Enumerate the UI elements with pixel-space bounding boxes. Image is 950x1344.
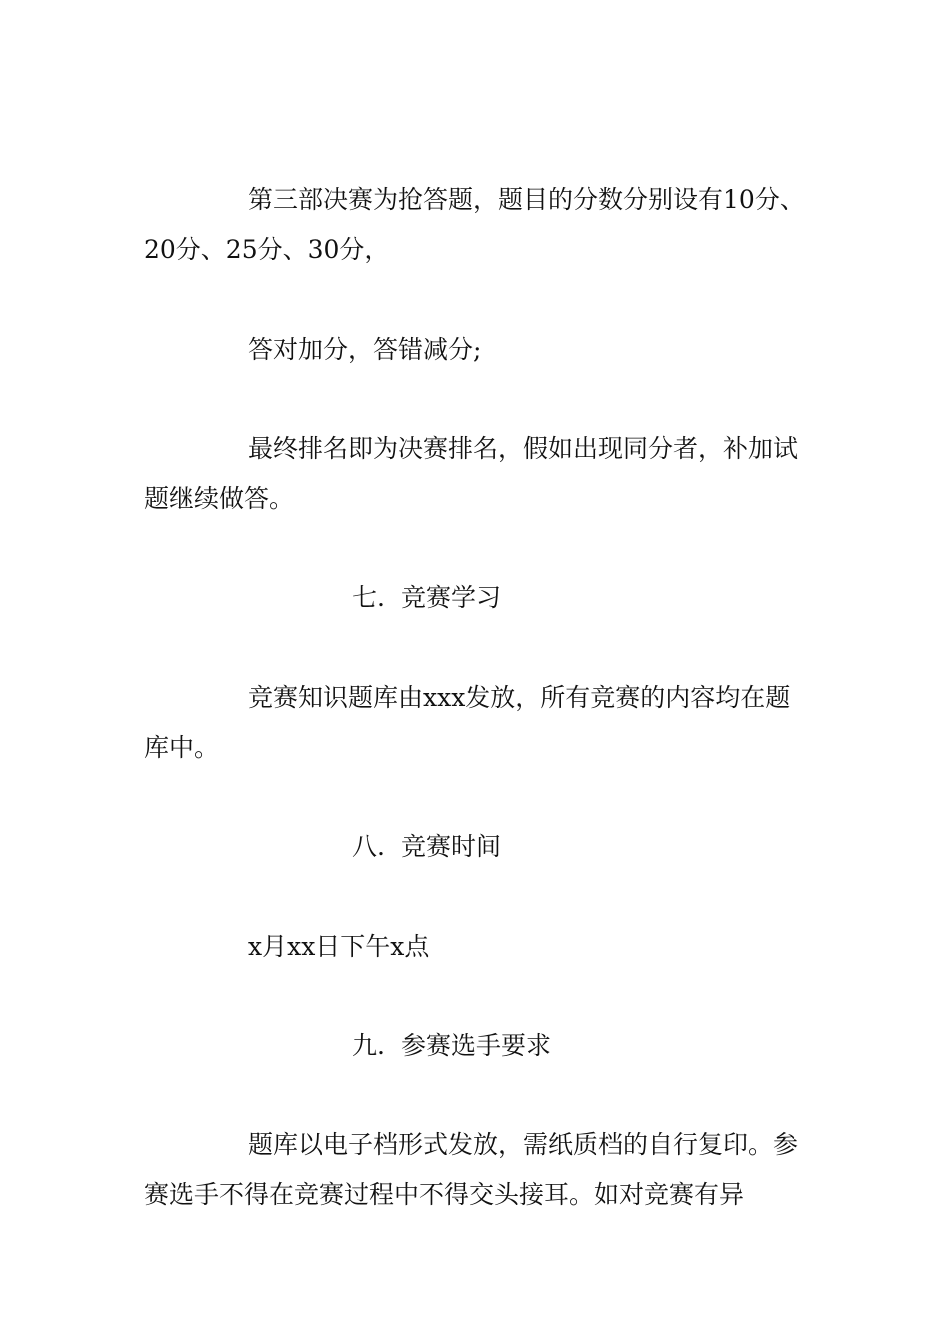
section-9-number: 九. (352, 1031, 385, 1060)
section-7-number: 七. (352, 583, 385, 612)
section-9-heading (144, 1021, 814, 1071)
section-8-body: x月xx日下午x点 (248, 932, 430, 961)
section-7-title: 竞赛学习 (400, 583, 501, 612)
paragraph-final-round-scoring: 第三部决赛为抢答题，题目的分数分别设有10分、20分、25分、30分， (144, 185, 805, 264)
section-8-heading (144, 822, 814, 872)
section-7-heading (144, 573, 814, 623)
section-9-title: 参赛选手要求 (400, 1031, 551, 1060)
section-8-number: 八. (352, 832, 385, 861)
section-8-title: 竞赛时间 (400, 832, 501, 861)
paragraph-final-ranking: 最终排名即为决赛排名，假如出现同分者，补加试题继续做答。 (144, 434, 799, 513)
section-7-body: 竞赛知识题库由xxx发放，所有竞赛的内容均在题库中。 (144, 683, 791, 762)
section-9-body: 题库以电子档形式发放，需纸质档的自行复印。参赛选手不得在竞赛过程中不得交头接耳。如对竞赛有异 (144, 1130, 799, 1209)
paragraph-scoring-rule: 答对加分，答错减分; (248, 335, 482, 364)
